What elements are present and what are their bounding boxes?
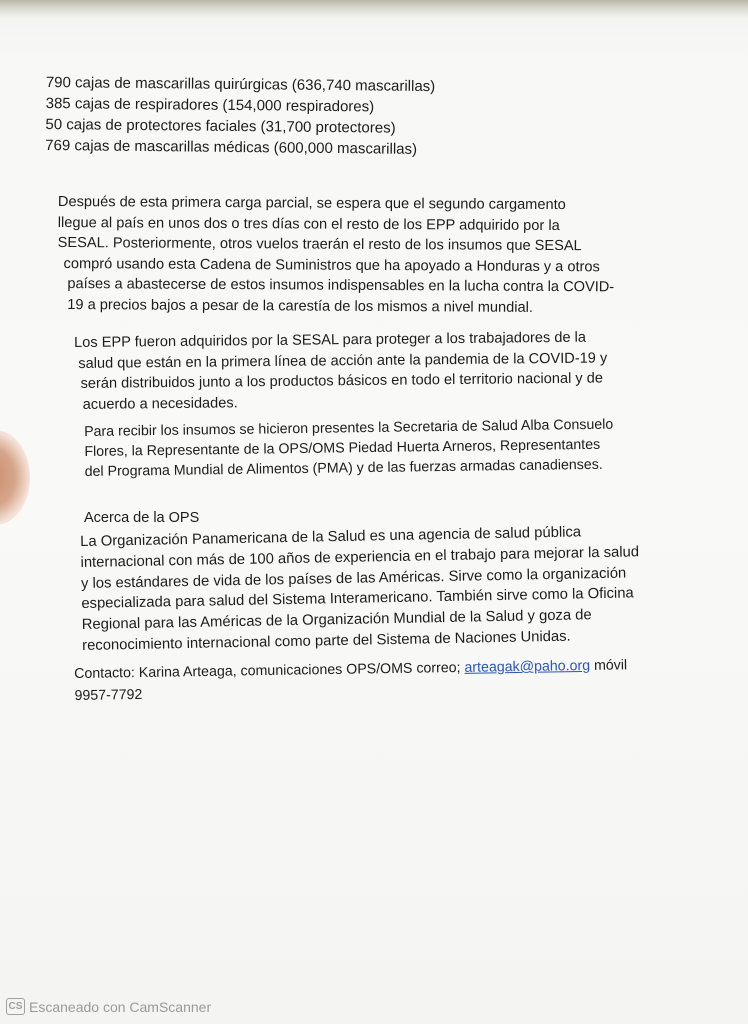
paragraph-line: del Programa Mundial de Alimentos (PMA) y de las fuerzas armadas canadienses.: [84, 456, 603, 480]
paragraph-line: salud que están en la primera línea de acción ante la pandemia de la COVID-19 y: [78, 349, 608, 372]
paragraph-line: La Organización Panamericana de la Salud es una agencia de salud pública: [80, 524, 582, 550]
paragraph-about-ops: [80, 521, 641, 656]
paragraph-line: SESAL. Posteriormente, otros vuelos traerán el resto de los insumos que SESAL: [57, 234, 582, 255]
paragraph-line: y los estándares de vida de los países de las Américas. Sirve como la organización: [80, 565, 627, 592]
paragraph-epp: [74, 327, 608, 415]
supply-item: 790 cajas de mascarillas quirúrgicas (636,740 mascarillas): [45, 73, 436, 96]
paragraph-line: serán distribuidos junto a los productos básicos en todo el territorio nacional y de: [80, 370, 604, 392]
page-top-shadow: [0, 0, 748, 18]
paragraph-line: internacional con más de 100 años de experiencia en el trabajo para mejorar la salud: [80, 544, 640, 571]
paragraph-line: Los EPP fueron adquiridos por la SESAL para proteger a los trabajadores de la: [74, 329, 587, 351]
paragraph-line: especializada para salud del Sistema Interamericano. También sirve como la Oficina: [81, 585, 634, 613]
supply-item: 385 cajas de respiradores (154,000 respiradores): [45, 94, 375, 116]
supply-item: 769 cajas de mascarillas médicas (600,000 mascarillas): [45, 136, 418, 158]
paragraph-line: acuerdo a necesidades.: [82, 394, 238, 413]
contact-email-link[interactable]: arteagak@paho.org: [464, 657, 591, 676]
contact-block: [74, 654, 628, 707]
camscanner-logo-icon: CS: [6, 998, 25, 1015]
paragraph-line: compró usando esta Cadena de Suministros que ha apoyado a Honduras y a otros: [63, 255, 600, 275]
paragraph-line: llegue al país en unos dos o tres días con el resto de los EPP adquirido por la: [57, 214, 560, 234]
supply-list: [45, 72, 435, 160]
paragraph-line: 19 a precios bajos a pesar de la carestía de los mismos a nivel mundial.: [67, 296, 533, 316]
supply-item: 50 cajas de protectores faciales (31,700 protectores): [45, 115, 396, 137]
paragraph-line: Flores, la Representante de la OPS/OMS Piedad Huerta Arneros, Representantes: [84, 436, 601, 460]
paragraph-line: países a abastecerse de estos insumos indispensables en la lucha contra la COVID-: [67, 276, 615, 296]
paragraph-line: Después de esta primera carga parcial, se espera que el segundo cargamento: [57, 193, 566, 214]
paragraph-shipment: [57, 192, 615, 318]
contact-suffix: móvil: [589, 657, 628, 674]
paragraph-line: Regional para las Américas de la Organización Mundial de la Salud y goza de: [81, 607, 592, 634]
about-heading: Acerca de la OPS: [84, 510, 200, 526]
paragraph-line: reconocimiento internacional como parte del Sistema de Naciones Unidas.: [82, 628, 571, 654]
finger-shadow: [0, 430, 30, 525]
paragraph-reception: [84, 415, 614, 482]
camscanner-footer: [6, 998, 211, 1015]
paragraph-line: Para recibir los insumos se hicieron presentes la Secretaria de Salud Alba Consuelo: [84, 416, 614, 440]
contact-prefix: Contacto: Karina Arteaga, comunicaciones OPS/OMS correo;: [74, 659, 465, 682]
camscanner-label: Escaneado con CamScanner: [29, 998, 212, 1015]
contact-phone: 9957-7792: [74, 686, 143, 704]
